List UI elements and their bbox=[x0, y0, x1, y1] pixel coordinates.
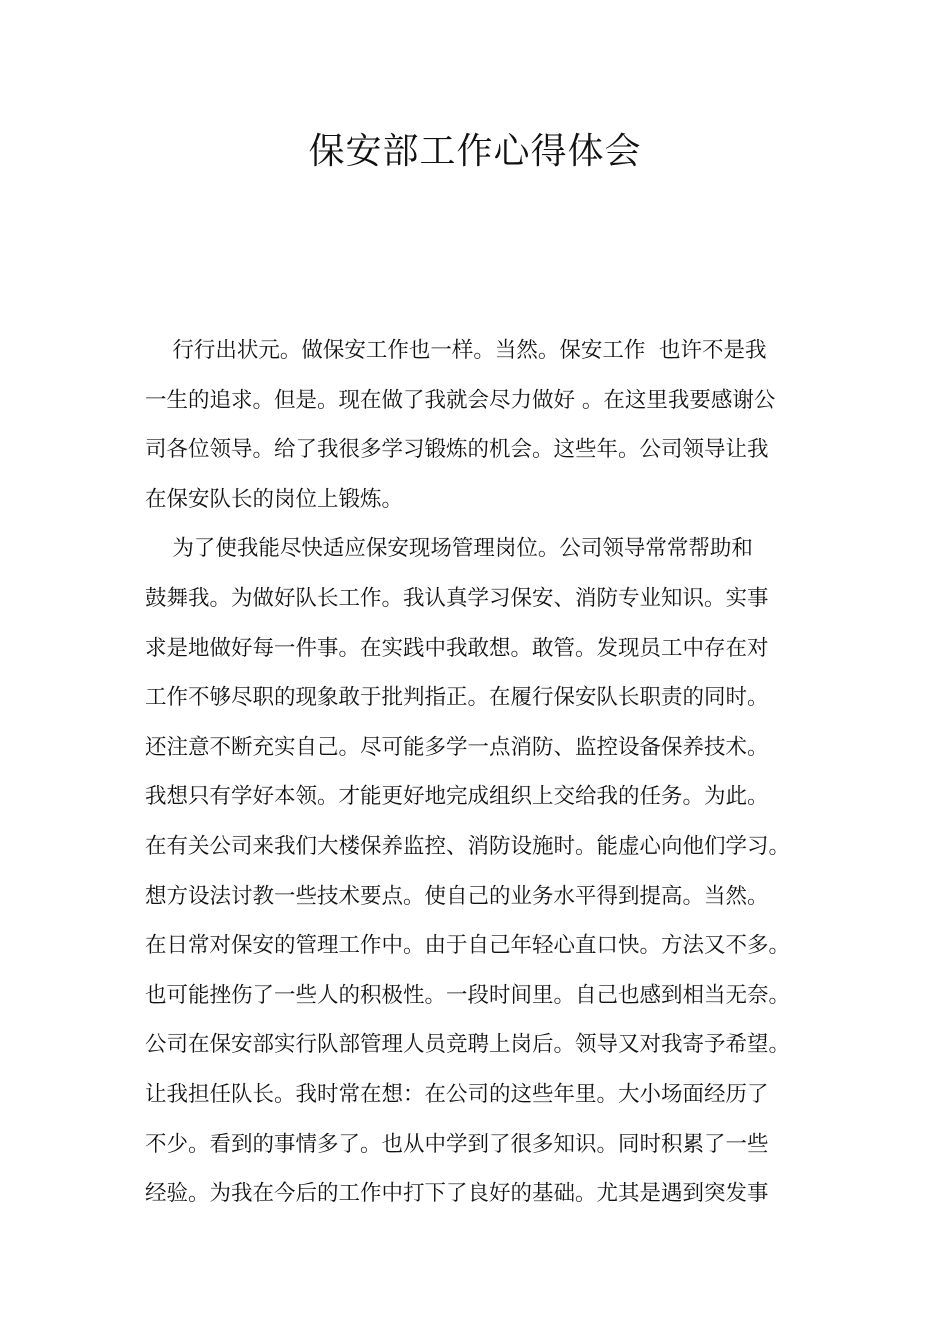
body-line: 司各位领导。给了我很多学习锻炼的机会。这些年。公司领导让我 bbox=[145, 437, 769, 463]
body-line: 为了使我能尽快适应保安现场管理岗位。公司领导常常帮助和 bbox=[145, 536, 753, 562]
body-line: 公司在保安部实行队部管理人员竞聘上岗后。领导又对我寄予希望。 bbox=[145, 1032, 791, 1058]
body-line: 让我担任队长。我时常在想：在公司的这些年里。大小场面经历了 bbox=[145, 1081, 769, 1107]
body-line: 求是地做好每一件事。在实践中我敢想。敢管。发现员工中存在对 bbox=[145, 635, 769, 661]
body-line: 想方设法讨教一些技术要点。使自己的业务水平得到提高。当然。 bbox=[145, 883, 769, 909]
body-line: 一生的追求。但是。现在做了我就会尽力做好 。在这里我要感谢公 bbox=[145, 387, 776, 413]
body-line: 在日常对保安的管理工作中。由于自己年轻心直口快。方法又不多。 bbox=[145, 933, 791, 959]
body-line: 经验。为我在今后的工作中打下了良好的基础。尤其是遇到突发事 bbox=[145, 1181, 769, 1207]
document-body bbox=[145, 326, 825, 1219]
body-line: 不少。看到的事情多了。也从中学到了很多知识。同时积累了一些 bbox=[145, 1131, 769, 1157]
body-line: 行行出状元。做保安工作也一样。当然。保安工作 也许不是我 bbox=[145, 338, 767, 363]
body-line: 工作不够尽职的现象敢于批判指正。在履行保安队长职责的同时。 bbox=[145, 685, 769, 711]
body-line: 鼓舞我。为做好队长工作。我认真学习保安、消防专业知识。实事 bbox=[145, 585, 769, 611]
body-line: 在保安队长的岗位上锻炼。 bbox=[145, 486, 404, 512]
body-line: 在有关公司来我们大楼保养监控、消防设施时。能虚心向他们学习。 bbox=[145, 833, 791, 859]
document-title: 保安部工作心得体会 bbox=[308, 131, 642, 172]
body-line: 还注意不断充实自己。尽可能多学一点消防、监控设备保养技术。 bbox=[145, 734, 769, 760]
body-line: 也可能挫伤了一些人的积极性。一段时间里。自己也感到相当无奈。 bbox=[145, 982, 791, 1008]
body-line: 我想只有学好本领。才能更好地完成组织上交给我的任务。为此。 bbox=[145, 784, 769, 810]
